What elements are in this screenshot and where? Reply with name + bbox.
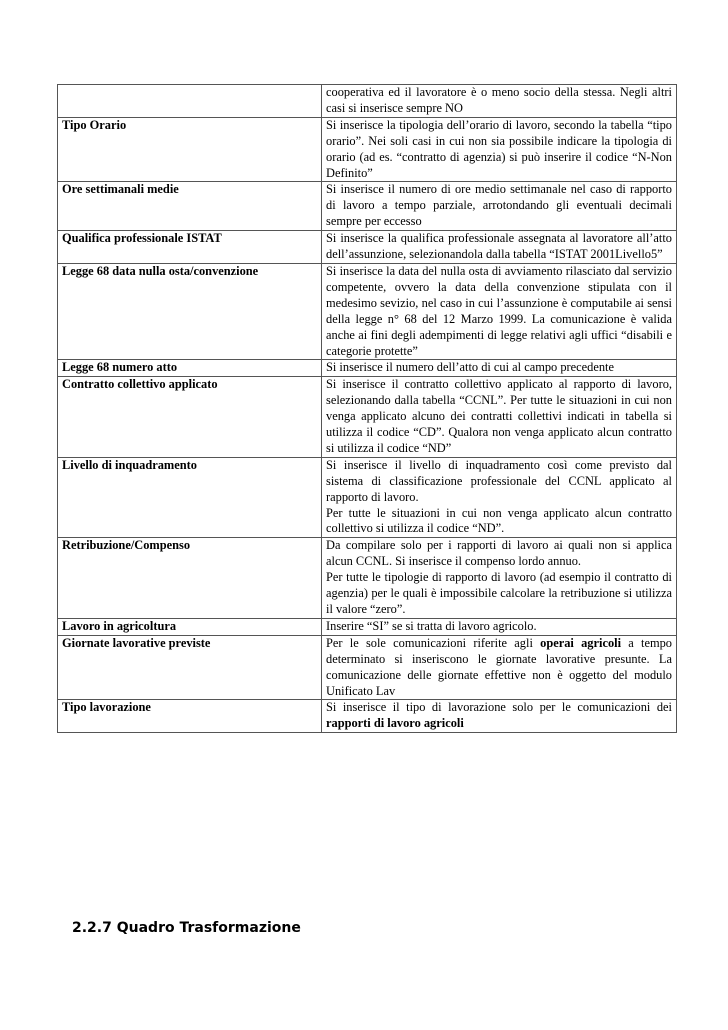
- field-description-cell: [322, 377, 677, 458]
- table-row: [58, 117, 677, 182]
- field-description-cell: [322, 231, 677, 264]
- description-text: Si inserisce il numero di ore medio settimanale nel caso di rapporto di lavoro a tempo parziale, arrotondando gli eventuali decimali sempre per eccesso: [326, 182, 672, 229]
- table-row: [58, 182, 677, 231]
- bold-text: rapporti di lavoro agricoli: [326, 716, 464, 731]
- field-description-cell: [322, 457, 677, 538]
- description-text: Si inserisce la qualifica professionale assegnata al lavoratore all’atto dell’assunzione, selezionandola dalla tabella “ISTAT 2001Livello5”: [326, 231, 672, 262]
- field-description-cell: [322, 182, 677, 231]
- field-description-cell: [322, 85, 677, 118]
- field-name-cell: Tipo Orario: [58, 117, 322, 182]
- description-text: Si inserisce la tipologia dell’orario di lavoro, secondo la tabella “tipo orario”. Nei soli casi in cui non sia possibile indicare la tipologia di orario (ad es. “contratto di agenzia) si può inserire il codice “N-Non Definito”: [326, 117, 672, 180]
- description-text: cooperativa ed il lavoratore è o meno socio della stessa. Negli altri casi si inserisce sempre NO: [326, 85, 672, 115]
- field-name-cell: Ore settimanali medie: [58, 182, 322, 231]
- table-row: [58, 635, 677, 700]
- table-row: [58, 377, 677, 458]
- description-text: Per tutte le situazioni in cui non venga applicato alcun contratto collettivo si utilizza il codice “ND”.: [326, 505, 672, 536]
- field-name-cell: Lavoro in agricoltura: [58, 618, 322, 635]
- table-row: [58, 360, 677, 377]
- description-text: a tempo determinato si inseriscono le giornate lavorative presunte. La comunicazione delle giornate effettive non è oggetto del modulo Unificato Lav: [326, 635, 672, 698]
- field-name-cell: Legge 68 numero atto: [58, 360, 322, 377]
- table-body: [58, 85, 677, 733]
- table-row: [58, 85, 677, 118]
- field-description-cell: [322, 700, 677, 733]
- description-text: Si inserisce la data del nulla osta di avviamento rilasciato dal servizio competente, ovvero la data della convenzione stipulata con il medesimo sevizio, nel caso in cui l’assunzione è computabile ai sensi della legge n° 68 del 12 Marzo 1999. La comunicazione è valida anche ai fini degli adempimenti di legge relativi agli uffici “disabili e categorie protette”: [326, 263, 672, 358]
- description-text: Si inserisce il tipo di lavorazione solo per le comunicazioni dei: [326, 700, 672, 715]
- table-row: [58, 538, 677, 619]
- field-name-cell: Retribuzione/Compenso: [58, 538, 322, 619]
- description-text: Si inserisce il livello di inquadramento così come previsto dal sistema di classificazione professionale del CCNL applicato al rapporto di lavoro.: [326, 457, 672, 504]
- field-name-cell: Livello di inquadramento: [58, 457, 322, 538]
- field-description-cell: [322, 360, 677, 377]
- field-description-cell: [322, 117, 677, 182]
- table-row: [58, 457, 677, 538]
- table-row: [58, 618, 677, 635]
- field-description-cell: [322, 618, 677, 635]
- field-description-table: [57, 84, 677, 733]
- field-description-cell: [322, 263, 677, 359]
- description-text: Si inserisce il numero dell’atto di cui al campo precedente: [326, 360, 614, 375]
- table-row: [58, 263, 677, 359]
- table-row: [58, 231, 677, 264]
- section-heading: 2.2.7 Quadro Trasformazione: [72, 920, 301, 936]
- field-name-cell: Contratto collettivo applicato: [58, 377, 322, 458]
- field-name-cell: Tipo lavorazione: [58, 700, 322, 733]
- description-text: Si inserisce il contratto collettivo applicato al rapporto di lavoro, selezionando dalla tabella “CCNL”. Per tutte le situazioni in cui non venga applicato alcuno dei contratti collettivi indicati in tabella si utilizza il codice “CD”. Qualora non venga applicato alcun contratto si utilizza il codice “ND”: [326, 377, 672, 455]
- field-description-cell: [322, 538, 677, 619]
- field-name-cell: Legge 68 data nulla osta/convenzione: [58, 263, 322, 359]
- description-text: Da compilare solo per i rapporti di lavoro ai quali non si applica alcun CCNL. Si inserisce il compenso lordo annuo.: [326, 538, 672, 569]
- description-text: Inserire “SI” se si tratta di lavoro agricolo.: [326, 618, 537, 633]
- bold-text: operai agricoli: [540, 635, 622, 650]
- table-row: [58, 700, 677, 733]
- field-name-cell: Qualifica professionale ISTAT: [58, 231, 322, 264]
- field-name-cell: [58, 85, 322, 118]
- description-text: Per le sole comunicazioni riferite agli: [326, 635, 541, 650]
- field-name-cell: Giornate lavorative previste: [58, 635, 322, 700]
- description-text: Per tutte le tipologie di rapporto di lavoro (ad esempio il contratto di agenzia) per le quali è impossibile calcolare la retribuzione si utilizza il valore “zero”.: [326, 570, 672, 616]
- field-description-cell: [322, 635, 677, 700]
